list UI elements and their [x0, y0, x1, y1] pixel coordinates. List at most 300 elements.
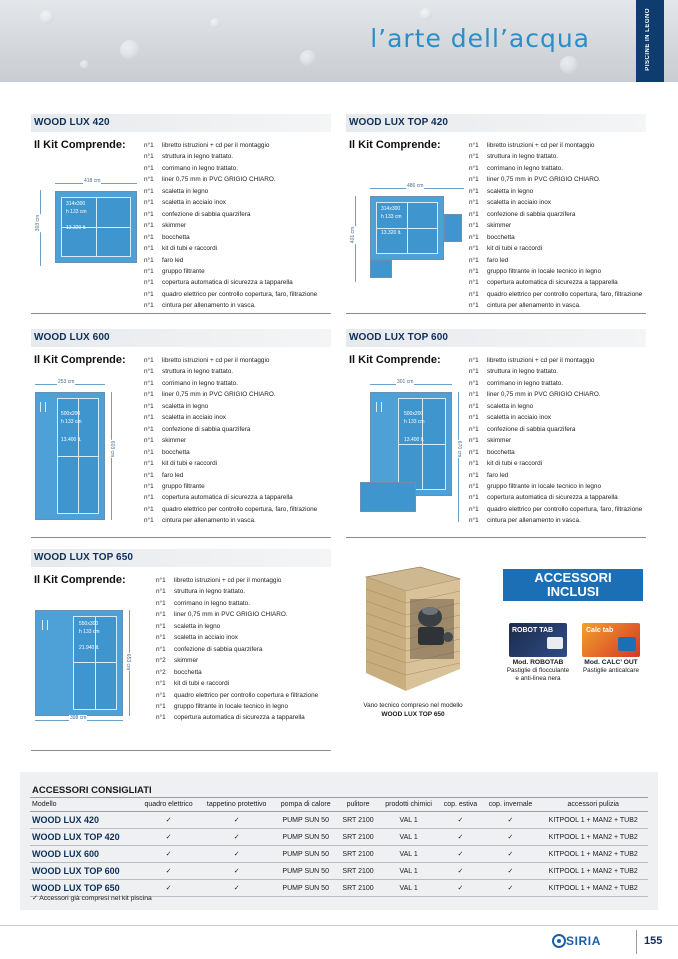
list-item: [469, 492, 642, 503]
pool-volume: 13.400 lt.: [61, 437, 82, 443]
item-quantity: n°1: [156, 599, 166, 607]
col-header: pulitore: [337, 798, 378, 812]
item-text: scaletta in acciaio inox: [487, 199, 551, 207]
list-item: [144, 255, 317, 266]
list-item: [144, 504, 317, 515]
table-header-row: [30, 798, 648, 812]
list-item: [144, 492, 317, 503]
item-text: struttura in legno trattato.: [162, 368, 234, 376]
width-label: 253 cm: [58, 379, 75, 385]
list-item: [144, 481, 317, 492]
list-item: [144, 151, 317, 162]
product-calcout: Calc tab Mod. CALC’ OUT Pastiglie anticalcare: [578, 623, 644, 675]
item-text: scaletta in legno: [487, 187, 534, 195]
list-item: [144, 401, 317, 412]
list-item: [144, 266, 317, 277]
item-text: skimmer: [487, 222, 512, 230]
item-text: gruppo filtrante in locale tecnico in legno: [487, 482, 602, 490]
item-quantity: n°1: [469, 517, 479, 525]
list-item: [144, 209, 317, 220]
table-cell: SRT 2100: [337, 812, 378, 829]
item-quantity: n°1: [144, 368, 154, 376]
col-header: cop. invernale: [482, 798, 538, 812]
table-cell: ✓: [199, 846, 274, 863]
list-item: [469, 366, 642, 377]
item-text: confezione di sabbia quarzifera: [174, 645, 263, 653]
list-item: [469, 151, 642, 162]
list-item: [156, 678, 318, 689]
item-text: confezione di sabbia quarzifera: [487, 425, 576, 433]
pool-volume: 13.320 lt.: [381, 230, 402, 236]
item-quantity: n°1: [144, 210, 154, 218]
col-header: cop. estiva: [438, 798, 482, 812]
item-quantity: n°1: [144, 302, 154, 310]
item-text: kit di tubi e raccordi: [162, 245, 218, 253]
list-item: [144, 140, 317, 151]
section-title: WOOD LUX TOP 600: [346, 329, 646, 347]
list-item: [469, 504, 642, 515]
item-text: skimmer: [174, 657, 199, 665]
item-text: quadro elettrico per controllo copertura, faro, filtrazione: [162, 505, 318, 513]
item-quantity: n°1: [156, 577, 166, 584]
item-quantity: n°1: [144, 199, 154, 207]
ladder-icon: [40, 402, 46, 412]
width-label: 398 cm: [70, 715, 87, 721]
pool-diagram: [346, 176, 466, 286]
page-title: l’arte dell’acqua: [370, 24, 590, 53]
item-text: liner 0,75 mm in PVC GRIGIO CHIARO.: [162, 176, 276, 184]
item-text: confezione di sabbia quarzifera: [162, 425, 251, 433]
list-item: [144, 220, 317, 231]
item-text: copertura automatica di sicurezza a tapparella: [162, 494, 293, 502]
list-item: [144, 197, 317, 208]
item-text: faro led: [487, 471, 509, 479]
item-quantity: n°1: [469, 402, 479, 410]
table-cell: ✓: [138, 880, 199, 897]
item-text: scaletta in acciaio inox: [487, 414, 551, 422]
water-drop-decoration: [560, 56, 578, 74]
table-cell: PUMP SUN 50: [274, 880, 337, 897]
item-text: quadro elettrico per controllo copertura, faro, filtrazione: [162, 290, 318, 298]
item-quantity: n°1: [469, 302, 479, 310]
table-note: ✓ Accessori già compresi nel kit piscina: [32, 895, 152, 902]
list-item: [144, 447, 317, 458]
item-text: struttura in legno trattato.: [487, 368, 559, 376]
list-item: [156, 598, 318, 609]
ladder-icon: [42, 620, 48, 630]
height-label: 603 cm: [109, 440, 116, 458]
section-title: WOOD LUX TOP 420: [346, 114, 646, 132]
table-cell: ✓: [438, 812, 482, 829]
side-tab: PISCINE IN LEGNO: [636, 0, 664, 82]
list-item: [144, 355, 317, 366]
table-cell: ✓: [438, 863, 482, 880]
list-item: [469, 481, 642, 492]
col-header: prodotti chimici: [379, 798, 439, 812]
model-cell: WOOD LUX TOP 420: [30, 829, 138, 846]
item-quantity: n°2: [156, 668, 166, 676]
model-cell: WOOD LUX TOP 600: [30, 863, 138, 880]
item-text: libretto istruzioni + cd per il montaggio: [487, 357, 595, 364]
table-cell: PUMP SUN 50: [274, 863, 337, 880]
item-text: skimmer: [487, 437, 512, 445]
kit-label: Il Kit Comprende:: [34, 139, 126, 151]
item-quantity: n°1: [144, 379, 154, 387]
item-text: faro led: [162, 471, 184, 479]
pool-depth: h 133 cm: [404, 419, 425, 425]
item-text: copertura automatica di sicurezza a tapparella: [174, 714, 305, 722]
recommended-accessories-section: [20, 772, 658, 910]
item-text: corrimano in legno trattato.: [174, 599, 251, 607]
item-quantity: n°1: [469, 425, 479, 433]
item-quantity: n°1: [144, 402, 154, 410]
item-quantity: n°1: [156, 702, 166, 710]
pool-size: 500x200: [61, 411, 81, 417]
width-label: 301 cm: [397, 379, 414, 385]
list-item: [469, 277, 642, 288]
table-cell: VAL 1: [379, 880, 439, 897]
list-item: [469, 289, 642, 300]
list-item: [469, 401, 642, 412]
list-item: [156, 644, 318, 655]
item-text: libretto istruzioni + cd per il montaggio: [487, 142, 595, 149]
list-item: [156, 712, 318, 723]
list-item: [144, 412, 317, 423]
item-text: scaletta in legno: [174, 622, 221, 630]
pool-volume: 21.940 lt.: [79, 645, 100, 651]
item-quantity: n°1: [469, 210, 479, 218]
list-item: [469, 458, 642, 469]
pool-diagram: [346, 374, 466, 534]
item-text: scaletta in legno: [162, 187, 209, 195]
item-text: kit di tubi e raccordi: [174, 680, 230, 688]
table-cell: ✓: [482, 846, 538, 863]
pool-depth: h 133 cm: [61, 419, 82, 425]
list-item: [469, 389, 642, 400]
table-cell: ✓: [438, 880, 482, 897]
item-text: bocchetta: [487, 233, 515, 241]
item-quantity: n°1: [144, 460, 154, 468]
item-text: scaletta in acciaio inox: [162, 414, 226, 422]
table-row: [30, 829, 648, 846]
height-label: 670 cm: [456, 440, 463, 458]
kit-items-list: [156, 575, 318, 724]
list-item: [144, 300, 317, 311]
recommended-accessories-heading: ACCESSORI CONSIGLIATI: [32, 785, 152, 796]
siria-logo-icon: [552, 934, 566, 948]
item-text: corrimano in legno trattato.: [487, 379, 564, 387]
item-text: liner 0,75 mm in PVC GRIGIO CHIARO.: [162, 391, 276, 399]
list-item: [156, 586, 318, 597]
table-cell: ✓: [482, 829, 538, 846]
table-cell: VAL 1: [379, 812, 439, 829]
item-text: confezione di sabbia quarzifera: [487, 210, 576, 218]
item-quantity: n°1: [156, 588, 166, 596]
col-header: pompa di calore: [274, 798, 337, 812]
list-item: [144, 378, 317, 389]
item-text: liner 0,75 mm in PVC GRIGIO CHIARO.: [487, 176, 601, 184]
item-quantity: n°1: [144, 494, 154, 502]
item-quantity: n°1: [156, 691, 166, 699]
list-item: [144, 289, 317, 300]
list-item: [469, 140, 642, 151]
item-text: corrimano in legno trattato.: [162, 379, 239, 387]
table-cell: KITPOOL 1 + MAN2 + TUB2: [538, 880, 648, 897]
kit-items-list: [144, 140, 317, 312]
item-text: cintura per allenamento in vasca.: [162, 517, 256, 525]
list-item: [469, 424, 642, 435]
item-text: kit di tubi e raccordi: [487, 460, 543, 468]
item-text: scaletta in acciaio inox: [174, 634, 238, 642]
pool-diagram: [31, 374, 141, 534]
table-cell: SRT 2100: [337, 829, 378, 846]
item-quantity: n°1: [144, 471, 154, 479]
water-drop-decoration: [120, 40, 140, 60]
height-label: 653 cm: [125, 653, 132, 671]
item-quantity: n°1: [156, 714, 166, 722]
list-item: [156, 632, 318, 643]
item-quantity: n°1: [469, 437, 479, 445]
item-text: kit di tubi e raccordi: [162, 460, 218, 468]
product-robotab: ROBOT TAB Mod. ROBOTAB Pastiglie di flocculante e anti-linea nera: [505, 623, 571, 683]
list-item: [144, 163, 317, 174]
item-text: confezione di sabbia quarzifera: [162, 210, 251, 218]
item-text: skimmer: [162, 222, 187, 230]
pool-size: 314x300: [66, 201, 86, 207]
item-quantity: n°1: [144, 256, 154, 264]
height-label: 303 cm: [35, 214, 42, 232]
item-text: gruppo filtrante: [162, 482, 205, 490]
pool-diagram: [31, 604, 156, 729]
footer-rule: [0, 925, 678, 926]
model-cell: WOOD LUX TOP 650: [30, 880, 138, 897]
kit-items-list: [469, 355, 642, 527]
table-row: [30, 812, 648, 829]
list-item: [469, 470, 642, 481]
page-header: [0, 0, 678, 82]
model-cell: WOOD LUX 420: [30, 812, 138, 829]
list-item: [469, 435, 642, 446]
list-item: [144, 435, 317, 446]
list-item: [144, 515, 317, 526]
item-text: scaletta in legno: [162, 402, 209, 410]
col-header: Modello: [30, 798, 138, 812]
kit-label: Il Kit Comprende:: [34, 354, 126, 366]
item-quantity: n°1: [144, 153, 154, 161]
col-header: accessori pulizia: [538, 798, 648, 812]
recommended-accessories-table: [30, 797, 648, 897]
list-item: [469, 300, 642, 311]
pool-size: 314x300: [381, 206, 401, 212]
item-quantity: n°1: [156, 622, 166, 630]
water-drop-decoration: [80, 60, 89, 69]
pool-depth: h 133 cm: [66, 209, 87, 215]
list-item: [469, 378, 642, 389]
item-quantity: n°1: [156, 611, 166, 619]
item-quantity: n°1: [144, 517, 154, 525]
item-text: struttura in legno trattato.: [162, 153, 234, 161]
robotab-package: ROBOT TAB: [509, 623, 567, 657]
water-drop-decoration: [210, 18, 220, 28]
item-text: scaletta in legno: [487, 402, 534, 410]
item-quantity: n°1: [469, 153, 479, 161]
table-cell: ✓: [199, 829, 274, 846]
item-quantity: n°1: [469, 471, 479, 479]
item-text: liner 0,75 mm in PVC GRIGIO CHIARO.: [487, 391, 601, 399]
item-text: kit di tubi e raccordi: [487, 245, 543, 253]
item-quantity: n°1: [469, 233, 479, 241]
list-item: [469, 232, 642, 243]
item-text: quadro elettrico per controllo copertura, faro, filtrazione: [487, 505, 643, 513]
kit-label: Il Kit Comprende:: [34, 574, 126, 586]
item-quantity: n°1: [469, 187, 479, 195]
item-quantity: n°1: [144, 437, 154, 445]
table-cell: ✓: [438, 846, 482, 863]
item-text: libretto istruzioni + cd per il montaggio: [174, 577, 282, 584]
list-item: [144, 458, 317, 469]
col-header: quadro elettrico: [138, 798, 199, 812]
item-quantity: n°1: [144, 425, 154, 433]
water-drop-decoration: [420, 8, 432, 20]
list-item: [469, 209, 642, 220]
item-quantity: n°1: [469, 256, 479, 264]
item-quantity: n°1: [156, 634, 166, 642]
item-quantity: n°1: [469, 267, 479, 275]
item-quantity: n°1: [469, 414, 479, 422]
page-number: 155: [644, 935, 663, 947]
item-text: quadro elettrico per controllo copertura, faro, filtrazione: [487, 290, 643, 298]
table-cell: ✓: [138, 863, 199, 880]
item-quantity: n°1: [144, 187, 154, 195]
list-item: [469, 255, 642, 266]
list-item: [469, 266, 642, 277]
table-cell: ✓: [199, 863, 274, 880]
list-item: [144, 243, 317, 254]
item-quantity: n°1: [469, 142, 479, 149]
item-quantity: n°1: [144, 267, 154, 275]
table-cell: KITPOOL 1 + MAN2 + TUB2: [538, 846, 648, 863]
section-wood-lux-600: [31, 329, 331, 538]
pool-volume: 13.400 lt.: [404, 437, 425, 443]
item-quantity: n°1: [144, 414, 154, 422]
table-cell: KITPOOL 1 + MAN2 + TUB2: [538, 829, 648, 846]
list-item: [469, 174, 642, 185]
item-quantity: n°1: [144, 176, 154, 184]
item-quantity: n°1: [144, 164, 154, 172]
kit-label: Il Kit Comprende:: [349, 354, 441, 366]
kit-label: Il Kit Comprende:: [349, 139, 441, 151]
list-item: [144, 470, 317, 481]
table-cell: VAL 1: [379, 829, 439, 846]
item-quantity: n°1: [469, 368, 479, 376]
list-item: [144, 366, 317, 377]
table-cell: SRT 2100: [337, 846, 378, 863]
item-text: bocchetta: [487, 448, 515, 456]
table-cell: PUMP SUN 50: [274, 829, 337, 846]
included-accessories-banner: ACCESSORI INCLUSI: [503, 569, 643, 601]
table-row: [30, 846, 648, 863]
item-text: bocchetta: [174, 668, 202, 676]
col-header: tappetino protettivo: [199, 798, 274, 812]
list-item: [144, 232, 317, 243]
item-text: cintura per allenamento in vasca.: [487, 302, 581, 310]
item-quantity: n°1: [469, 391, 479, 399]
section-title: WOOD LUX 420: [31, 114, 331, 132]
list-item: [469, 447, 642, 458]
list-item: [469, 197, 642, 208]
photo-caption: Vano tecnico compreso nel modello WOOD LUX TOP 650: [363, 702, 463, 718]
item-text: copertura automatica di sicurezza a tapparella: [487, 279, 618, 287]
item-text: libretto istruzioni + cd per il montaggio: [162, 142, 270, 149]
water-drop-decoration: [300, 50, 316, 66]
pool-size: 550x300: [79, 621, 99, 627]
table-cell: PUMP SUN 50: [274, 812, 337, 829]
item-text: cintura per allenamento in vasca.: [162, 302, 256, 310]
item-quantity: n°1: [469, 482, 479, 490]
item-quantity: n°1: [469, 357, 479, 364]
item-quantity: n°1: [469, 494, 479, 502]
item-text: struttura in legno trattato.: [487, 153, 559, 161]
list-item: [469, 243, 642, 254]
item-quantity: n°1: [469, 448, 479, 456]
item-text: faro led: [162, 256, 184, 264]
calcout-package: Calc tab: [582, 623, 640, 657]
list-item: [144, 174, 317, 185]
item-quantity: n°1: [156, 645, 166, 653]
technical-room: [444, 214, 462, 242]
section-wood-lux-top-600: [346, 329, 646, 538]
item-text: skimmer: [162, 437, 187, 445]
table-cell: KITPOOL 1 + MAN2 + TUB2: [538, 863, 648, 880]
table-cell: VAL 1: [379, 863, 439, 880]
list-item: [144, 424, 317, 435]
width-label: 418 cm: [84, 178, 101, 184]
item-text: liner 0,75 mm in PVC GRIGIO CHIARO.: [174, 611, 288, 619]
table-row: [30, 863, 648, 880]
item-quantity: n°1: [156, 680, 166, 688]
item-text: scaletta in acciaio inox: [162, 199, 226, 207]
brand-logo: SIRIA: [566, 934, 602, 948]
list-item: [144, 389, 317, 400]
item-text: copertura automatica di sicurezza a tapparella: [162, 279, 293, 287]
model-cell: WOOD LUX 600: [30, 846, 138, 863]
table-cell: ✓: [138, 846, 199, 863]
item-text: quadro elettrico per controllo copertura e filtrazione: [174, 691, 319, 699]
table-cell: VAL 1: [379, 846, 439, 863]
section-title: WOOD LUX TOP 650: [31, 549, 331, 567]
table-cell: ✓: [438, 829, 482, 846]
list-item: [469, 355, 642, 366]
list-item: [469, 220, 642, 231]
table-cell: ✓: [482, 880, 538, 897]
list-item: [156, 621, 318, 632]
list-item: [144, 277, 317, 288]
item-quantity: n°1: [144, 142, 154, 149]
list-item: [469, 186, 642, 197]
pool-volume: 13.320 lt.: [66, 225, 87, 231]
table-cell: KITPOOL 1 + MAN2 + TUB2: [538, 812, 648, 829]
ladder-icon: [376, 402, 382, 412]
pool-depth: h 133 cm: [381, 214, 402, 220]
item-quantity: n°1: [144, 505, 154, 513]
item-quantity: n°1: [144, 391, 154, 399]
table-cell: SRT 2100: [337, 880, 378, 897]
table-body: [30, 812, 648, 897]
table-cell: ✓: [482, 863, 538, 880]
list-item: [156, 609, 318, 620]
item-quantity: n°1: [144, 357, 154, 364]
item-quantity: n°1: [469, 279, 479, 287]
